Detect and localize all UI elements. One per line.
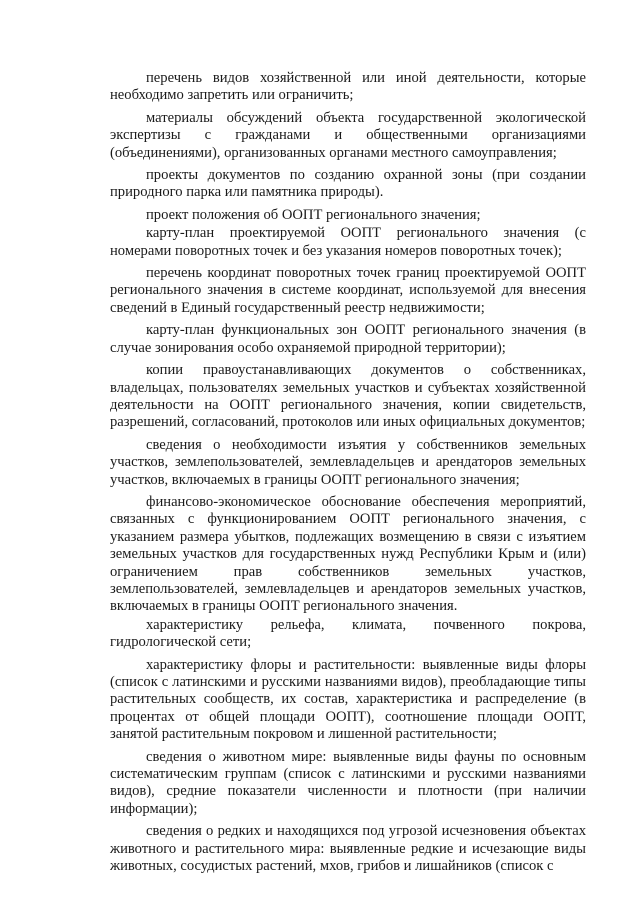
paragraph-fauna: сведения о животном мире: выявленные виды фауны по основным систематическим группам (список с латинскими и русскими названиями видов), средние показатели численности и плотности (при наличии информации); — [110, 748, 586, 817]
paragraph-protection-zone-drafts: проекты документов по созданию охранной зоны (при создании природного парка или памятника природы). — [110, 167, 586, 201]
paragraph-map-plan: карту-план проектируемой ООПТ регионального значения (с номерами поворотных точек и без указания номеров поворотных точек); — [110, 225, 586, 259]
paragraph-coordinates-list: перечень координат поворотных точек границ проектируемой ООПТ регионального значения в системе координат, используемой для внесения сведений в Единый государственный реестр недвижимости; — [110, 265, 586, 316]
paragraph-land-withdrawal: сведения о необходимости изъятия у собственников земельных участков, землепользователей, землевладельцев и арендаторов земельных участков, включаемых в границы ООПТ регионального значения; — [110, 436, 586, 488]
paragraph-discussion-materials: материалы обсуждений объекта государственной экологической экспертизы с гражданами и общественными организациями (объединениями), организованных органами местного самоуправления; — [110, 109, 586, 161]
paragraph-title-documents: копии правоустанавливающих документов о собственниках, владельцах, пользователях земельных участков и субъектах хозяйственной деятельности на ООПТ регионального значения, копии свидетельств, разрешений, согласований, протоколов или иных официальных документов; — [110, 362, 586, 431]
paragraph-flora: характеристику флоры и растительности: выявленные виды флоры (список с латинскими и русскими названиями видов), преобладающие типы растительных сообществ, их состав, характеристика и распределение (в процентах от общей площади ООПТ), соотношение площади ООПТ, занятой растительным покровом и лишенной растительности; — [110, 656, 586, 743]
paragraph-draft-regulation: проект положения об ООПТ регионального значения; — [146, 206, 481, 223]
paragraph-functional-zones-map: карту-план функциональных зон ООПТ регионального значения (в случае зонирования особо охраняемой природной территории); — [110, 322, 586, 356]
paragraph-relief-climate: характеристику рельефа, климата, почвенного покрова, гидрологической сети; — [110, 616, 586, 651]
paragraph-rare-species: сведения о редких и находящихся под угрозой исчезновения объектах животного и растительного мира: выявленные редкие и исчезающие виды животных, сосудистых растений, мхов, грибов и лишайников (список с — [110, 823, 586, 875]
document-body — [110, 70, 586, 880]
paragraph-financial-justification: финансово-экономическое обоснование обеспечения мероприятий, связанных с функционированием ООПТ регионального значения, с указанием размера убытков, подлежащих возмещению в связи с изъятием земельных участков для государственных нужд Республики Крым и (или) ограничением прав собственников земельных участков, землепользователей, землевладельцев и арендаторов земельных участков, включаемых в границы ООПТ регионального значения. — [110, 493, 586, 615]
paragraph-prohibited-activities: перечень видов хозяйственной или иной деятельности, которые необходимо запретить или ограничить; — [110, 70, 586, 104]
